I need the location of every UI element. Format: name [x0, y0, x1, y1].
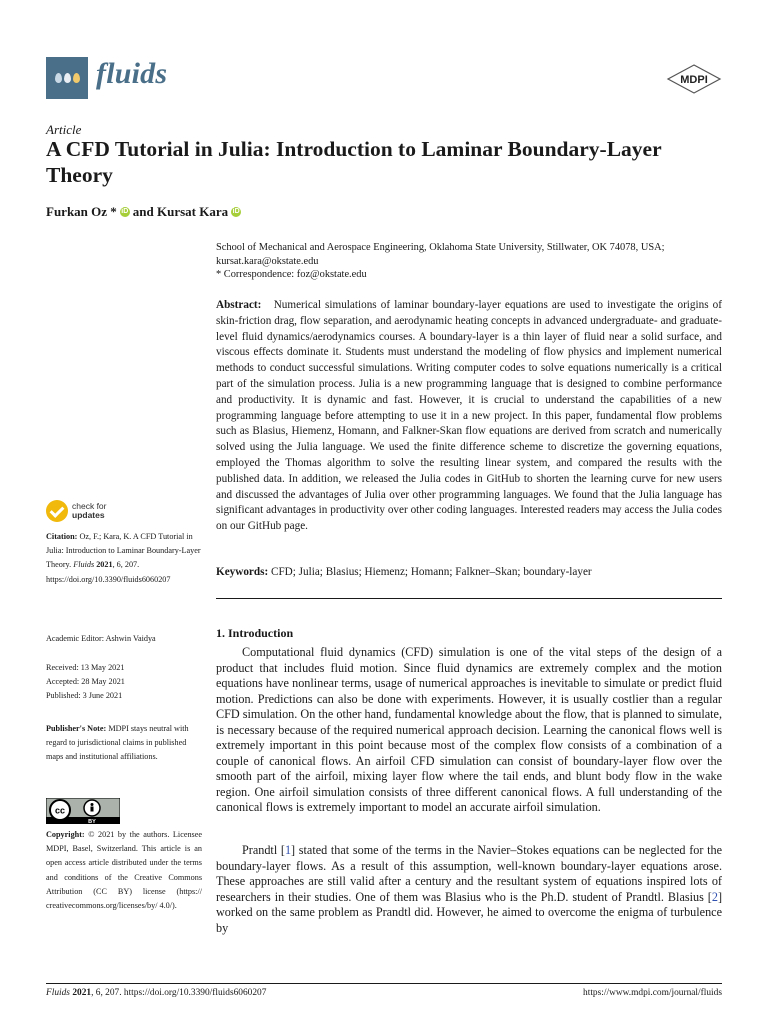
received-date: Received: 13 May 2021	[46, 663, 125, 672]
check-updates-line: updates	[72, 510, 105, 520]
article-type: Article	[46, 122, 82, 137]
author-name: Furkan Oz *	[46, 204, 117, 219]
copyright-notice	[46, 828, 202, 913]
water-drop-icon	[64, 73, 71, 83]
citation-volume: , 6, 207.	[112, 560, 140, 570]
dates-block	[46, 661, 202, 704]
check-updates-line: check for	[72, 501, 107, 511]
keywords	[216, 566, 722, 578]
footer-year: 2021	[72, 988, 92, 998]
body-paragraph	[216, 843, 722, 936]
body-paragraph: Computational fluid dynamics (CFD) simulation is one of the vital steps of the design of a product that includes fluid motion. Since fluid dynamics are extremely complex and the motion equations have nonlinear terms, usage of numerical approaches is inevitable to simulate or predict fluid motion. Predictions can also be done with experiments. However, it is usually costlier than a regular CFD simulation. On the other hand, fundamental knowledge about the flow, that is planned to simulate, is necessary because of the required numerical approach decision. Learning the canonical flows well is extremely important in this point because most of the complex flow consists of a combination of a couple of canonical flows. An airfoil CFD simulation can consist of boundary-layer flow over the smooth part of the airfoil, mixing layer flow where the tail ends, and blunt body flow in the wake region. One airfoil simulation consists of three different canonical flows. A full understanding of the canonical flows is extremely important to model an accurate airfoil simulation.	[216, 645, 722, 814]
orcid-icon[interactable]: iD	[232, 208, 240, 215]
author-name: and Kursat Kara	[132, 204, 229, 219]
check-for-updates-button[interactable]	[46, 500, 107, 522]
citation-year: 2021	[96, 560, 113, 570]
correspondence: * Correspondence: foz@okstate.edu	[216, 269, 367, 280]
affiliation-line: School of Mechanical and Aerospace Engineering, Oklahoma State University, Stillwater, OK 74078, USA;	[216, 242, 665, 253]
checkmark-icon	[46, 500, 68, 522]
affiliation-email[interactable]: kursat.kara@okstate.edu	[216, 255, 319, 267]
paragraph-text: ] worked on the same problem as Prandtl did. However, he aimed to overcome the enigma of turbulence by	[216, 889, 722, 935]
citation-link[interactable]: 1	[284, 843, 292, 857]
footer-journal: Fluids	[46, 988, 70, 998]
citation-link[interactable]: 2	[711, 889, 718, 904]
publisher-name: MDPI	[680, 74, 708, 86]
citation-journal: Fluids	[73, 560, 95, 570]
publisher-note	[46, 722, 202, 765]
cc-by-license-badge[interactable]	[46, 798, 120, 824]
journal-logo	[46, 57, 88, 99]
paragraph-text: Prandtl [	[242, 843, 285, 857]
published-date: Published: 3 June 2021	[46, 691, 123, 701]
paper-title: A CFD Tutorial in Julia: Introduction to Laminar Boundary-Layer Theory	[46, 137, 662, 187]
accepted-date: Accepted: 28 May 2021	[46, 677, 125, 687]
cc-by-label: BY	[88, 819, 96, 824]
copyright-text: © 2021 by the authors. Licensee MDPI, Basel, Switzerland. This article is an open access article distributed under the terms and conditions of the Creative Commons Attribution (CC BY) license (https:// creativecommons.org/licenses/by/ 4.0/).	[46, 830, 203, 911]
author-list	[46, 204, 241, 220]
academic-editor: Academic Editor: Ashwin Vaidya	[46, 634, 156, 643]
citation-label: Citation:	[46, 532, 78, 541]
citation-doi[interactable]: https://doi.org/10.3390/fluids6060207	[46, 574, 171, 584]
publisher-note-label: Publisher's Note:	[46, 724, 107, 733]
section-heading: 1. Introduction	[216, 626, 294, 640]
journal-name: fluids	[96, 57, 168, 90]
divider	[216, 598, 722, 599]
person-icon	[91, 803, 94, 806]
footer-divider	[46, 983, 722, 984]
footer-citation	[46, 988, 266, 998]
footer-doi[interactable]: , 6, 207. https://doi.org/10.3390/fluids6060207	[91, 988, 267, 998]
copyright-label: Copyright:	[46, 830, 85, 839]
footer-journal-url[interactable]: https://www.mdpi.com/journal/fluids	[583, 988, 722, 998]
affiliation-block	[216, 241, 726, 282]
publisher-note-text: MDPI stays neutral with regard to jurisdictional claims in published maps and institutional affiliations.	[46, 724, 189, 762]
abstract-label: Abstract:	[216, 299, 262, 311]
citation-block	[46, 530, 202, 587]
abstract	[216, 298, 722, 535]
paragraph-text: ] stated that some of the terms in the Navier–Stokes equations can be neglected for the boundary-layer flows. As a result of this assumption, well-known boundary-layer equations arose. These approaches are still valid after a century and the resultant system of equations inspired lots of researchers in their studies. One of them was Blasius who is the Ph.D. student of Prandtl. Blasius [	[216, 843, 722, 904]
cc-icon: cc	[54, 805, 66, 816]
keywords-label: Keywords:	[216, 566, 269, 578]
water-drop-icon	[73, 73, 80, 83]
mdpi-logo	[666, 64, 722, 94]
orcid-icon[interactable]: iD	[121, 208, 129, 215]
water-drops-icon	[55, 73, 62, 83]
keywords-text: CFD; Julia; Blasius; Hiemenz; Homann; Falkner–Skan; boundary-layer	[271, 566, 592, 578]
citation-text: Oz, F.; Kara, K. A CFD Tutorial in Julia: Introduction to Laminar Boundary-Layer Theory.	[46, 532, 201, 570]
check-updates-label	[72, 502, 107, 520]
abstract-text: Numerical simulations of laminar boundary-layer equations are used to investigate the origins of skin-friction drag, flow separation, and aerodynamic heating concepts in advanced undergraduate- and graduate-level fluid dynamics/aerodynamics courses. A boundary-layer is a thin layer of fluid near a solid surface, and viscous effects dominate it. Students must understand the modeling of flow physics and implement numerical methods to conduct successful simulations. Writing computer codes to solve equations numerically is a critical part of the simulation process. Julia is a new programming language that is designed to combine performance and productivity. It is dynamic and fast. However, it is crucial to understand the capabilities of a new programming language before attempting to use it in a new project. In this paper, fundamental flow problems such as Blasius, Hiemenz, Homann, and Falkner-Skan flow equations are derived from scratch and numerically solved using the Julia language. We used the finite difference scheme to discretize the governing equations, employed the Thomas algorithm to solve the resulting linear system, and compared the results with the published data. In addition, we released the Julia codes in GitHub to shorten the learning curve for new users and discussed the advantages of Julia over other programming languages. We found that the Julia language has significant advantages in productivity over other coding languages. Interested readers may access the Julia codes on our GitHub page.	[216, 299, 723, 533]
